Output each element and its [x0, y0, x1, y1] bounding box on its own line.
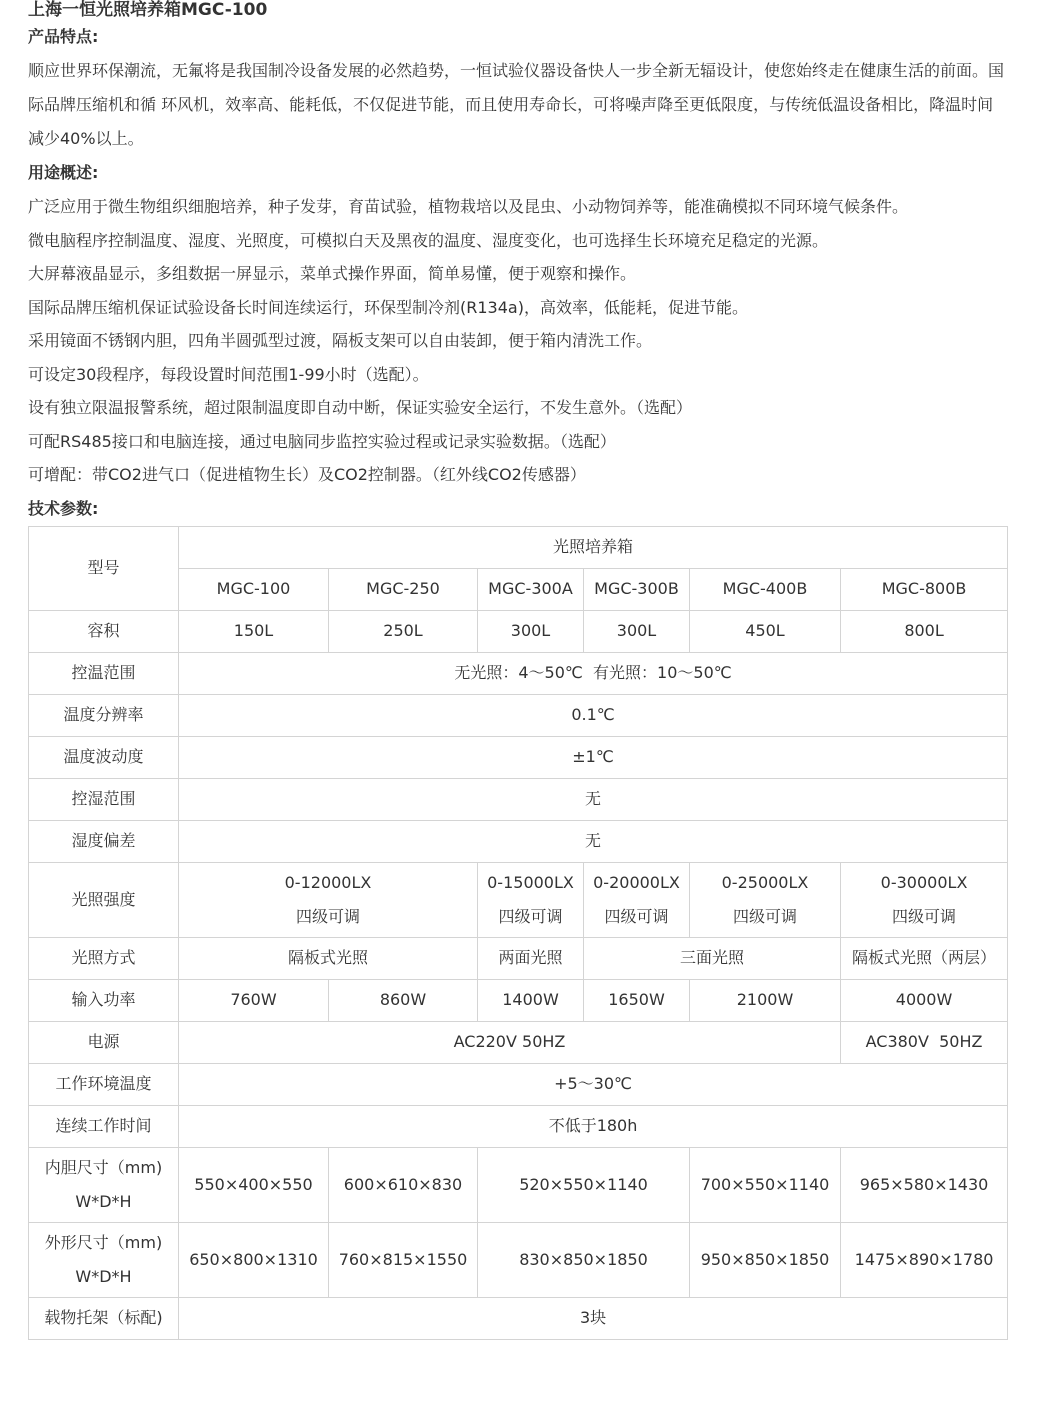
table-row [29, 736, 1008, 778]
usage-line: 可配RS485接口和电脑连接，通过电脑同步监控实验过程或记录实验数据。（选配） [28, 431, 616, 451]
usage-heading: 用途概述: [28, 163, 99, 182]
power-supply-cell: AC380V 50HZ [841, 1021, 1008, 1063]
features-heading: 产品特点: [28, 27, 99, 46]
light-intensity-cell [179, 862, 478, 937]
row-label: 电源 [29, 1021, 179, 1063]
model-cell: MGC-300B [584, 568, 690, 610]
usage-line: 设有独立限温报警系统，超过限制温度即自动中断，保证实验安全运行，不发生意外。（选配） [28, 398, 693, 417]
table-row [29, 1063, 1008, 1105]
model-cell: MGC-100 [179, 568, 329, 610]
volume-cell: 300L [478, 610, 584, 652]
light-intensity-sub: 四级可调 [604, 906, 669, 926]
row-label [29, 1222, 179, 1297]
usage-line: 大屏幕液晶显示，多组数据一屏显示，菜单式操作界面，简单易懂，便于观察和操作。 [28, 264, 637, 283]
light-intensity-cell [690, 862, 841, 937]
model-cell: MGC-400B [690, 568, 841, 610]
volume-cell: 300L [584, 610, 690, 652]
shelves-cell: 3块 [179, 1297, 1008, 1339]
outer-size-label: 外形尺寸（mm) [44, 1232, 163, 1252]
light-intensity-cell [584, 862, 690, 937]
table-row [29, 610, 1008, 652]
outer-size-cell: 830×850×1850 [478, 1222, 690, 1297]
table-row [29, 526, 1008, 568]
usage-line: 微电脑程序控制温度、湿度、光照度，可模拟白天及黑夜的温度、湿度变化，也可选择生长环境充足稳定的光源。 [28, 230, 829, 250]
row-label: 连续工作时间 [29, 1105, 179, 1147]
model-cell: MGC-300A [478, 568, 584, 610]
row-label: 温度波动度 [29, 736, 179, 778]
light-intensity-value: 0-20000LX [593, 872, 680, 892]
group-label: 光照培养箱 [179, 526, 1008, 568]
inner-size-cell: 600×610×830 [329, 1147, 478, 1222]
usage-line: 可设定30段程序，每段设置时间范围1-99小时（选配）。 [28, 364, 429, 384]
table-row [29, 1105, 1008, 1147]
light-intensity-sub: 四级可调 [295, 906, 360, 926]
features-text: 顺应世界环保潮流，无氟将是我国制冷设备发展的必然趋势，一恒试验仪器设备快人一步全新无辐设计，使您始终走在健康生活的前面。国际品牌压缩机和循 环风机，效率高、能耗低，不仅促进节能，而且使用寿命长，可将噪声降至更低限度，与传统低温设备相比，降温时间减少40%以上。 [28, 61, 1005, 148]
row-label: 光照强度 [29, 862, 179, 937]
humidity-deviation-cell: 无 [179, 820, 1008, 862]
power-cell: 4000W [841, 979, 1008, 1021]
inner-size-cell: 550×400×550 [179, 1147, 329, 1222]
ambient-temp-cell: +5～30℃ [179, 1063, 1008, 1105]
outer-size-cell: 650×800×1310 [179, 1222, 329, 1297]
light-mode-cell: 三面光照 [584, 937, 841, 979]
table-row [29, 1222, 1008, 1297]
page-title: 上海一恒光照培养箱MGC-100 [28, 0, 268, 20]
power-cell: 760W [179, 979, 329, 1021]
light-mode-cell: 隔板式光照 [179, 937, 478, 979]
row-label: 控湿范围 [29, 778, 179, 820]
volume-cell: 250L [329, 610, 478, 652]
light-intensity-sub: 四级可调 [732, 906, 797, 926]
specs-heading: 技术参数: [28, 498, 99, 518]
light-mode-cell: 隔板式光照（两层） [841, 937, 1008, 979]
power-cell: 1650W [584, 979, 690, 1021]
table-row [29, 652, 1008, 694]
volume-cell: 800L [841, 610, 1008, 652]
inner-size-label: 内胆尺寸（mm) [44, 1157, 163, 1177]
usage-line: 采用镜面不锈钢内胆，四角半圆弧型过渡，隔板支架可以自由装卸，便于箱内清洗工作。 [28, 331, 653, 350]
table-row [29, 979, 1008, 1021]
row-label: 湿度偏差 [29, 820, 179, 862]
table-row [29, 778, 1008, 820]
row-label: 控温范围 [29, 652, 179, 694]
temp-fluctuation-cell: ±1℃ [179, 736, 1008, 778]
table-row [29, 1021, 1008, 1063]
row-label: 容积 [29, 610, 179, 652]
power-supply-cell: AC220V 50HZ [179, 1021, 841, 1063]
volume-cell: 150L [179, 610, 329, 652]
light-intensity-sub: 四级可调 [892, 906, 957, 926]
outer-size-cell: 1475×890×1780 [841, 1222, 1008, 1297]
light-intensity-sub: 四级可调 [498, 906, 563, 926]
power-cell: 1400W [478, 979, 584, 1021]
light-mode-cell: 两面光照 [478, 937, 584, 979]
table-row [29, 1147, 1008, 1222]
product-page [28, 0, 1008, 1340]
light-intensity-value: 0-25000LX [721, 872, 809, 892]
inner-size-label-unit: W*D*H [75, 1191, 132, 1211]
row-label: 输入功率 [29, 979, 179, 1021]
power-cell: 2100W [690, 979, 841, 1021]
spec-table [28, 526, 1008, 1340]
row-label: 载物托架（标配) [29, 1297, 179, 1339]
inner-size-cell: 520×550×1140 [478, 1147, 690, 1222]
usage-line: 国际品牌压缩机保证试验设备长时间连续运行，环保型制冷剂(R134a)，高效率，低能耗，促进节能。 [28, 297, 748, 317]
outer-size-cell: 760×815×1550 [329, 1222, 478, 1297]
temp-resolution-cell: 0.1℃ [179, 694, 1008, 736]
row-label [29, 1147, 179, 1222]
usage-list [28, 190, 1008, 492]
light-intensity-value: 0-15000LX [487, 872, 574, 892]
model-cell: MGC-250 [329, 568, 478, 610]
table-row [29, 862, 1008, 937]
inner-size-cell: 965×580×1430 [841, 1147, 1008, 1222]
table-row [29, 937, 1008, 979]
light-intensity-value: 0-30000LX [880, 872, 968, 892]
outer-size-label-unit: W*D*H [75, 1266, 132, 1286]
light-intensity-value: 0-12000LX [284, 872, 372, 892]
continuous-time-cell: 不低于180h [179, 1105, 1008, 1147]
temp-range-cell: 无光照：4～50℃ 有光照：10～50℃ [179, 652, 1008, 694]
row-label: 温度分辨率 [29, 694, 179, 736]
light-intensity-cell [478, 862, 584, 937]
model-cell: MGC-800B [841, 568, 1008, 610]
usage-line: 可增配：带CO2进气口（促进植物生长）及CO2控制器。（红外线CO2传感器） [28, 465, 586, 484]
table-row [29, 820, 1008, 862]
row-label: 光照方式 [29, 937, 179, 979]
row-label: 工作环境温度 [29, 1063, 179, 1105]
table-row [29, 1297, 1008, 1339]
light-intensity-cell [841, 862, 1008, 937]
usage-line: 广泛应用于微生物组织细胞培养，种子发芽，育苗试验，植物栽培以及昆虫、小动物饲养等，能准确模拟不同环境气候条件。 [28, 197, 909, 216]
inner-size-cell: 700×550×1140 [690, 1147, 841, 1222]
humidity-range-cell: 无 [179, 778, 1008, 820]
power-cell: 860W [329, 979, 478, 1021]
table-row [29, 694, 1008, 736]
model-label: 型号 [29, 526, 179, 610]
volume-cell: 450L [690, 610, 841, 652]
outer-size-cell: 950×850×1850 [690, 1222, 841, 1297]
